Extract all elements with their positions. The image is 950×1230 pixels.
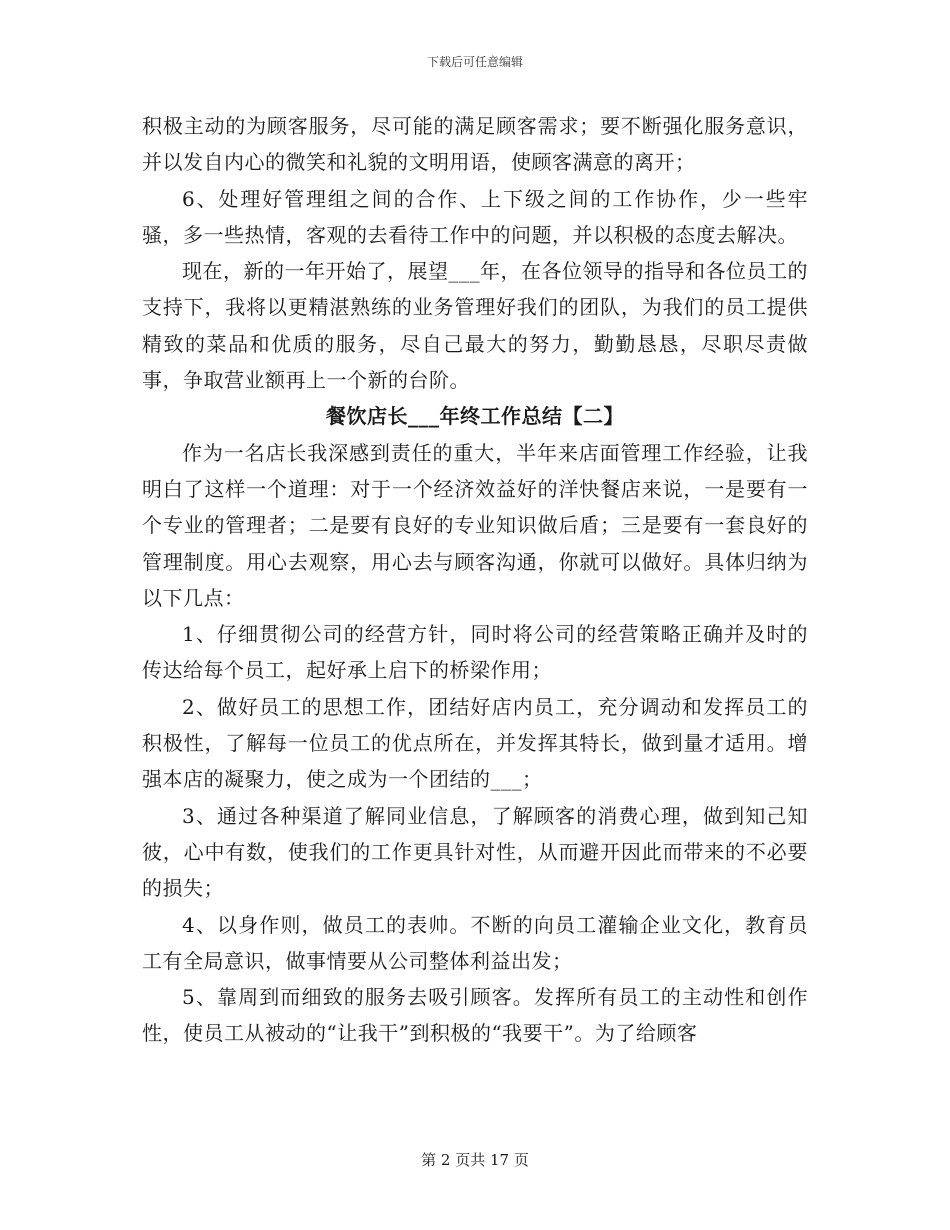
paragraph-outlook: 现在，新的一年开始了，展望___年，在各位领导的指导和各位员工的支持下，我将以更精湛熟练的业务管理好我们的团队，为我们的员工提供精致的菜品和优质的服务，尽自己最大的努力，勤勤恳恳，尽职尽责做事，争取营业额再上一个新的台阶。	[142, 259, 808, 393]
document-body	[142, 108, 808, 1052]
paragraph-item-2: 2、做好员工的思想工作，团结好店内员工，充分调动和发挥员工的积极性，了解每一位员工的优点所在，并发挥其特长，做到量才适用。增强本店的凝聚力，使之成为一个团结的___；	[142, 694, 808, 792]
paragraph-item-3: 3、通过各种渠道了解同业信息，了解顾客的消费心理，做到知己知彼，心中有数，使我们的工作更具针对性，从而避开因此而带来的不必要的损失；	[142, 803, 808, 901]
paragraph-item-6: 6、处理好管理组之间的合作、上下级之间的工作协作，少一些牢骚，多一些热情，客观的去看待工作中的问题，并以积极的态度去解决。	[142, 186, 808, 247]
page-header: 下载后可任意编辑	[426, 55, 523, 69]
paragraph-continuation: 积极主动的为顾客服务，尽可能的满足顾客需求；要不断强化服务意识，并以发自内心的微笑和礼貌的文明用语，使顾客满意的离开；	[142, 114, 808, 175]
paragraph-intro: 作为一名店长我深感到责任的重大，半年来店面管理工作经验，让我明白了这样一个道理：对于一个经济效益好的洋快餐店来说，一是要有一个专业的管理者；二是要有良好的专业知识做后盾；三是要有一套良好的管理制度。用心去观察，用心去与顾客沟通，你就可以做好。具体归纳为以下几点：	[142, 440, 808, 610]
paragraph-item-1: 1、仔细贯彻公司的经营方针，同时将公司的经营策略正确并及时的传达给每个员工，起好承上启下的桥梁作用；	[142, 622, 808, 683]
paragraph-item-5: 5、靠周到而细致的服务去吸引顾客。发挥所有员工的主动性和创作性，使员工从被动的“让我干”到积极的“我要干”。为了给顾客	[142, 985, 808, 1046]
paragraph-item-4: 4、以身作则，做员工的表帅。不断的向员工灌输企业文化，教育员工有全局意识，做事情要从公司整体利益出发；	[142, 912, 808, 973]
section-heading: 餐饮店长___年终工作总结【二】	[326, 404, 624, 429]
page-number: 第 2 页共 17 页	[421, 1151, 529, 1169]
